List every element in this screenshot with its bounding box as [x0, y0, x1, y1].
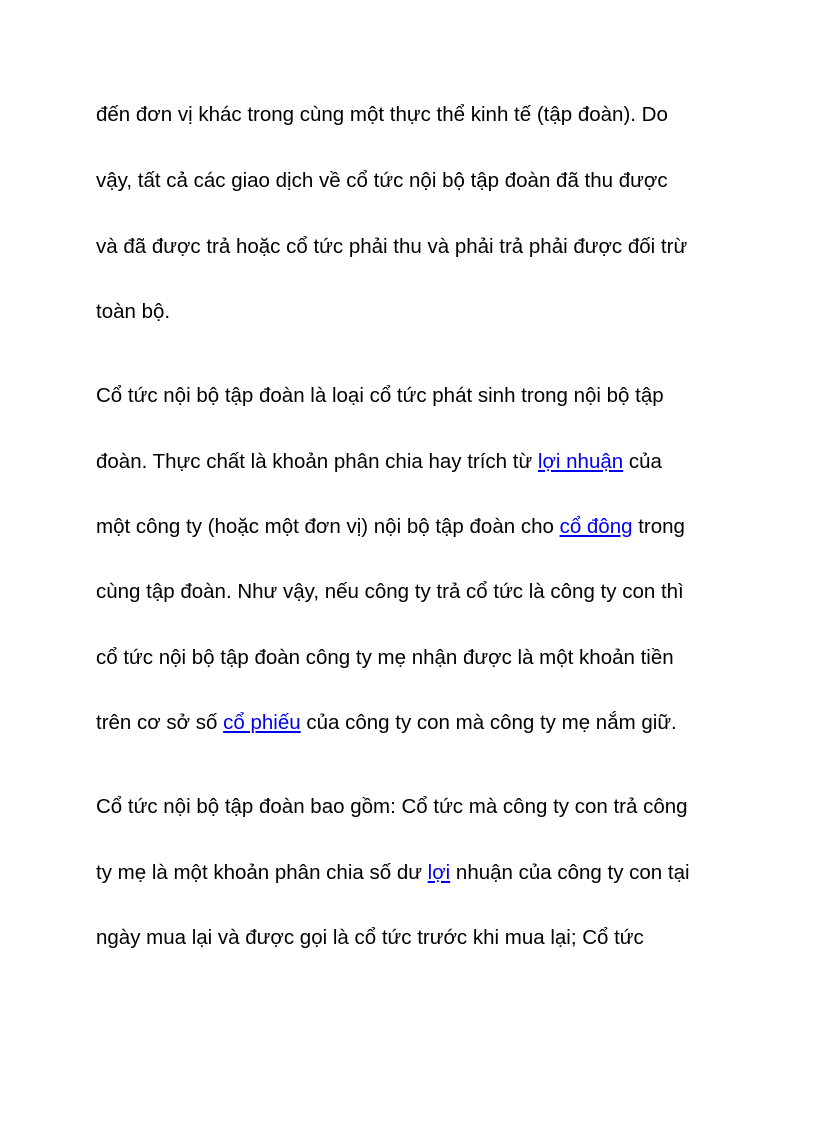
text-segment: đoàn. Thực chất là khoản phân chia hay trích từ [96, 450, 538, 473]
link-loi[interactable]: lợi [427, 861, 451, 884]
text-segment: nhuận của công ty con tại [450, 861, 690, 884]
text-line: toàn bộ. [96, 300, 171, 323]
link-co-dong[interactable]: cổ đông [559, 515, 633, 538]
text-line: Cổ tức nội bộ tập đoàn là loại cổ tức phát sinh trong nội bộ tập [96, 384, 664, 407]
text-line [96, 450, 662, 474]
text-segment: một công ty (hoặc một đơn vị) nội bộ tập đoàn cho [96, 515, 560, 538]
text-segment: của [623, 450, 662, 473]
text-segment: ty mẹ là một khoản phân chia số dư [96, 861, 428, 884]
text-line [96, 711, 677, 735]
text-line: đến đơn vị khác trong cùng một thực thể kinh tế (tập đoàn). Do [96, 103, 668, 126]
text-line: ngày mua lại và được gọi là cổ tức trước khi mua lại; Cổ tức [96, 926, 644, 949]
text-line: cùng tập đoàn. Như vậy, nếu công ty trả cổ tức là công ty con thì [96, 580, 684, 603]
text-segment: trong [632, 515, 685, 538]
link-co-phieu[interactable]: cổ phiếu [223, 711, 301, 734]
text-line [96, 515, 685, 539]
text-line: và đã được trả hoặc cổ tức phải thu và phải trả phải được đối trừ [96, 235, 688, 258]
text-line: Cổ tức nội bộ tập đoàn bao gồm: Cổ tức mà công ty con trả công [96, 795, 688, 818]
text-line [96, 861, 690, 885]
text-segment: của công ty con mà công ty mẹ nắm giữ. [300, 711, 677, 734]
text-segment: trên cơ sở số [96, 711, 224, 734]
link-loi-nhuan[interactable]: lợi nhuận [537, 450, 624, 473]
text-line: cổ tức nội bộ tập đoàn công ty mẹ nhận được là một khoản tiền [96, 646, 674, 669]
text-line: vậy, tất cả các giao dịch về cổ tức nội bộ tập đoàn đã thu được [96, 169, 668, 192]
